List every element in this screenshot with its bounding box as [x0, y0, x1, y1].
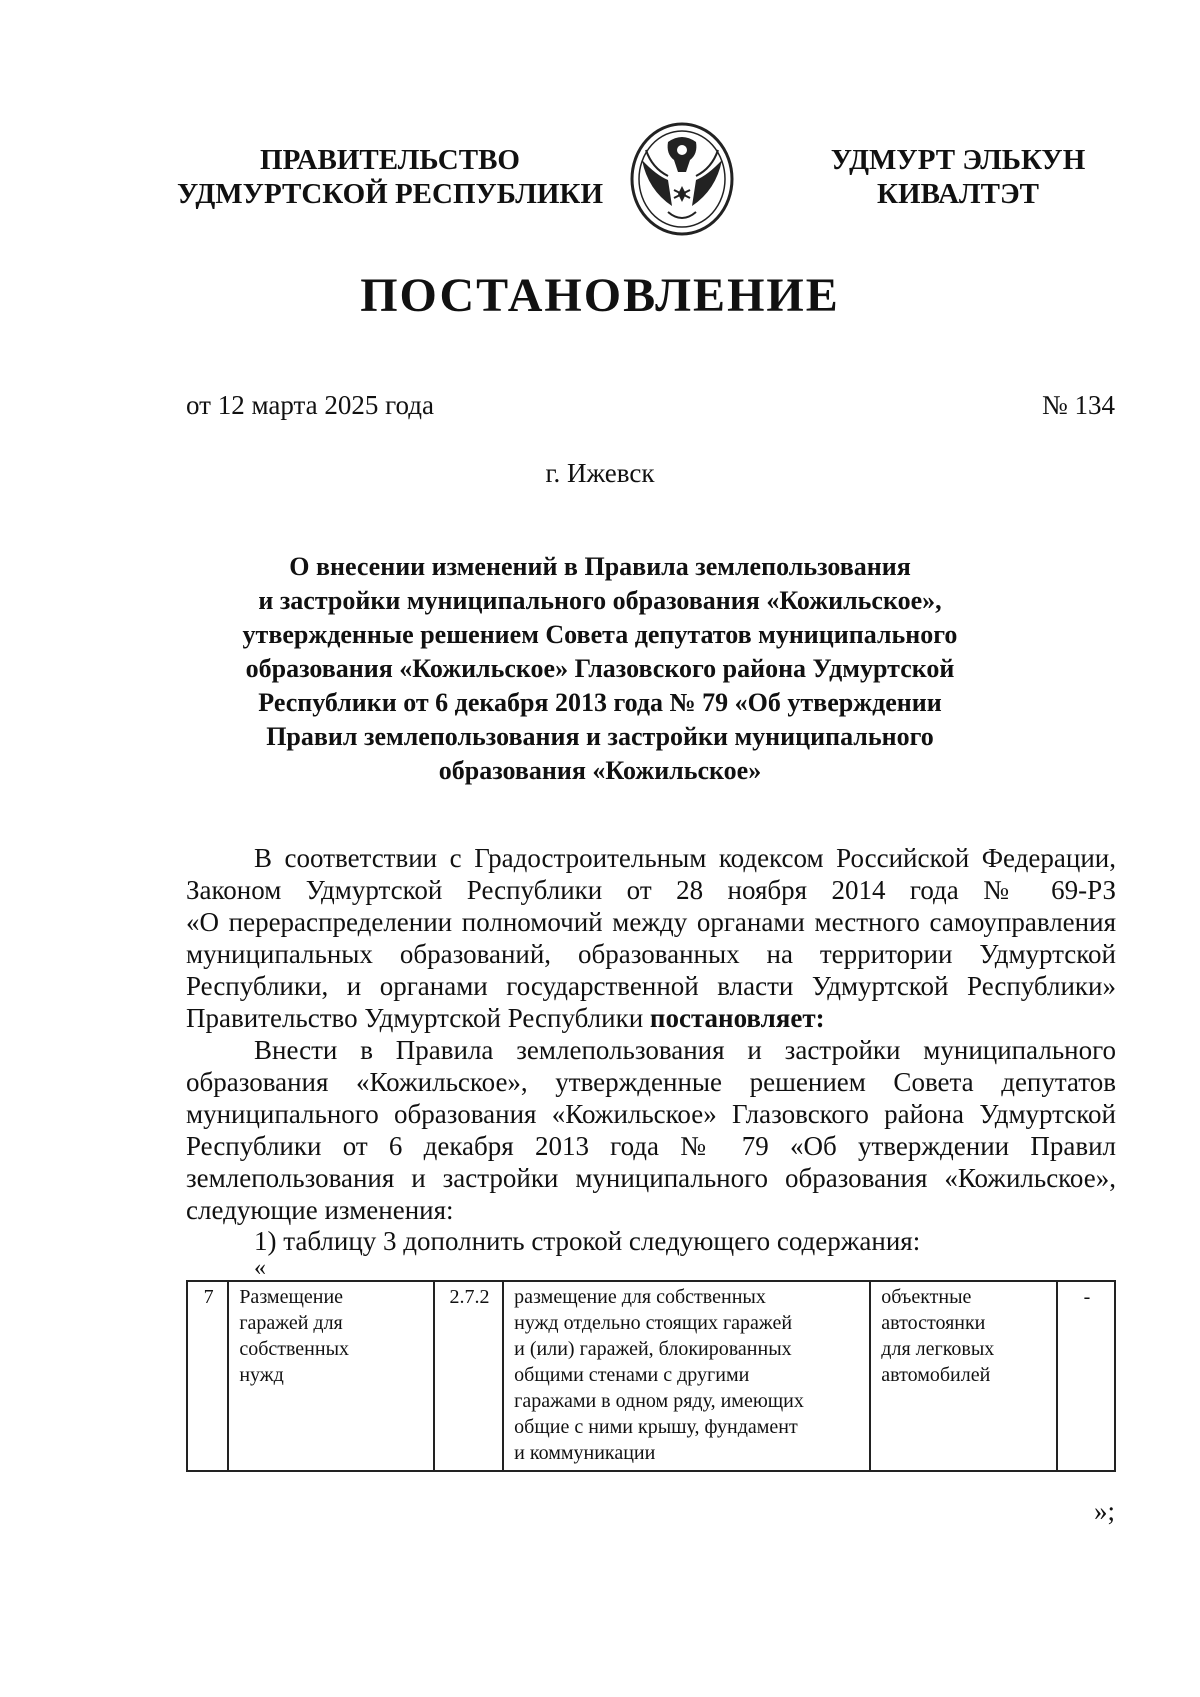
resolves-keyword: постановляет: — [649, 1003, 825, 1033]
cell-line: общие с ними крышу, фундамент — [514, 1416, 798, 1438]
cell-line: гаражами в одном ряду, имеющих — [514, 1390, 804, 1412]
document-date: от 12 марта 2025 года — [186, 390, 434, 420]
cell-line: для легковых — [881, 1338, 995, 1360]
cell-line: нужд отдельно стоящих гаражей — [514, 1312, 793, 1334]
paragraph-line: следующие изменения: — [186, 1195, 454, 1225]
cell-line: размещение для собственных — [514, 1286, 766, 1308]
paragraph-line: муниципального образования «Кожильское» Глазовского района Удмуртской — [186, 1099, 1116, 1129]
document-city: г. Ижевск — [545, 458, 655, 488]
paragraph-line: Республики, и органами государственной власти Удмуртской Республики» — [186, 971, 1116, 1001]
header-left-line-2: УДМУРТСКОЙ РЕСПУБЛИКИ — [176, 178, 604, 210]
paragraph-line: Республики от 6 декабря 2013 года № 79 «Об утверждении Правил — [186, 1131, 1116, 1161]
header-right-line-1: УДМУРТ ЭЛЬКУН — [830, 144, 1086, 176]
paragraph-line: В соответствии с Градостроительным кодексом Российской Федерации, — [254, 843, 1116, 873]
cell-line: общими стенами с другими — [514, 1364, 750, 1386]
udmurt-coat-of-arms-icon — [628, 120, 736, 238]
paragraph-line: землепользования и застройки муниципального образования «Кожильское», — [186, 1163, 1116, 1193]
paragraph-item-1: 1) таблицу 3 дополнить строкой следующего содержания: — [254, 1226, 921, 1256]
quote-close: »; — [1093, 1496, 1115, 1526]
cell-line: объектные — [881, 1286, 972, 1308]
paragraph-line — [186, 1002, 1116, 1034]
cell-line: собственных — [239, 1338, 350, 1360]
document-number: № 134 — [1041, 390, 1115, 420]
cell-line: Размещение — [239, 1286, 344, 1308]
subject-line: О внесении изменений в Правила землепользования — [289, 552, 911, 581]
subject-line: образования «Кожильское» — [438, 756, 762, 785]
cell-line: автомобилей — [881, 1364, 991, 1386]
cell-line: автостоянки — [881, 1312, 986, 1334]
document-subject — [210, 550, 990, 788]
subject-line: утвержденные решением Совета депутатов муниципального — [242, 620, 958, 649]
header-left — [175, 143, 605, 211]
paragraph-text: Правительство Удмуртской Республики — [186, 1003, 650, 1033]
cell-description — [503, 1281, 870, 1471]
cell-dash: - — [1057, 1281, 1115, 1471]
paragraph-amendment — [186, 1034, 1116, 1226]
quote-open: « — [254, 1255, 266, 1281]
subject-line: Правил землепользования и застройки муниципального — [266, 722, 934, 751]
paragraph-line: Внести в Правила землепользования и застройки муниципального — [254, 1035, 1116, 1065]
paragraph-preamble — [186, 842, 1116, 1034]
header-right — [808, 143, 1108, 211]
subject-line: Республики от 6 декабря 2013 года № 79 «Об утверждении — [258, 688, 942, 717]
cell-line: и коммуникации — [514, 1442, 656, 1464]
paragraph-line: образования «Кожильское», утвержденные решением Совета депутатов — [186, 1067, 1116, 1097]
cell-number: 7 — [187, 1281, 228, 1471]
paragraph-line: муниципальных образований, образованных на территории Удмуртской — [186, 939, 1116, 969]
table-3-new-row — [186, 1280, 1116, 1472]
cell-name — [228, 1281, 433, 1471]
subject-line: образования «Кожильское» Глазовского района Удмуртской — [245, 654, 955, 683]
table-row — [187, 1281, 1115, 1471]
cell-line: и (или) гаражей, блокированных — [514, 1338, 792, 1360]
cell-objects — [870, 1281, 1057, 1471]
subject-line: и застройки муниципального образования «Кожильское», — [258, 586, 942, 615]
paragraph-line: «О перераспределении полномочий между органами местного самоуправления — [186, 907, 1116, 937]
cell-line: гаражей для — [239, 1312, 343, 1334]
document-title: ПОСТАНОВЛЕНИЕ — [360, 269, 840, 322]
paragraph-line: Законом Удмуртской Республики от 28 ноября 2014 года № 69-РЗ — [186, 875, 1116, 905]
header-right-line-2: КИВАЛТЭТ — [876, 178, 1039, 210]
cell-code: 2.7.2 — [434, 1281, 503, 1471]
cell-line: нужд — [239, 1364, 284, 1386]
header-left-line-1: ПРАВИТЕЛЬСТВО — [260, 144, 520, 176]
